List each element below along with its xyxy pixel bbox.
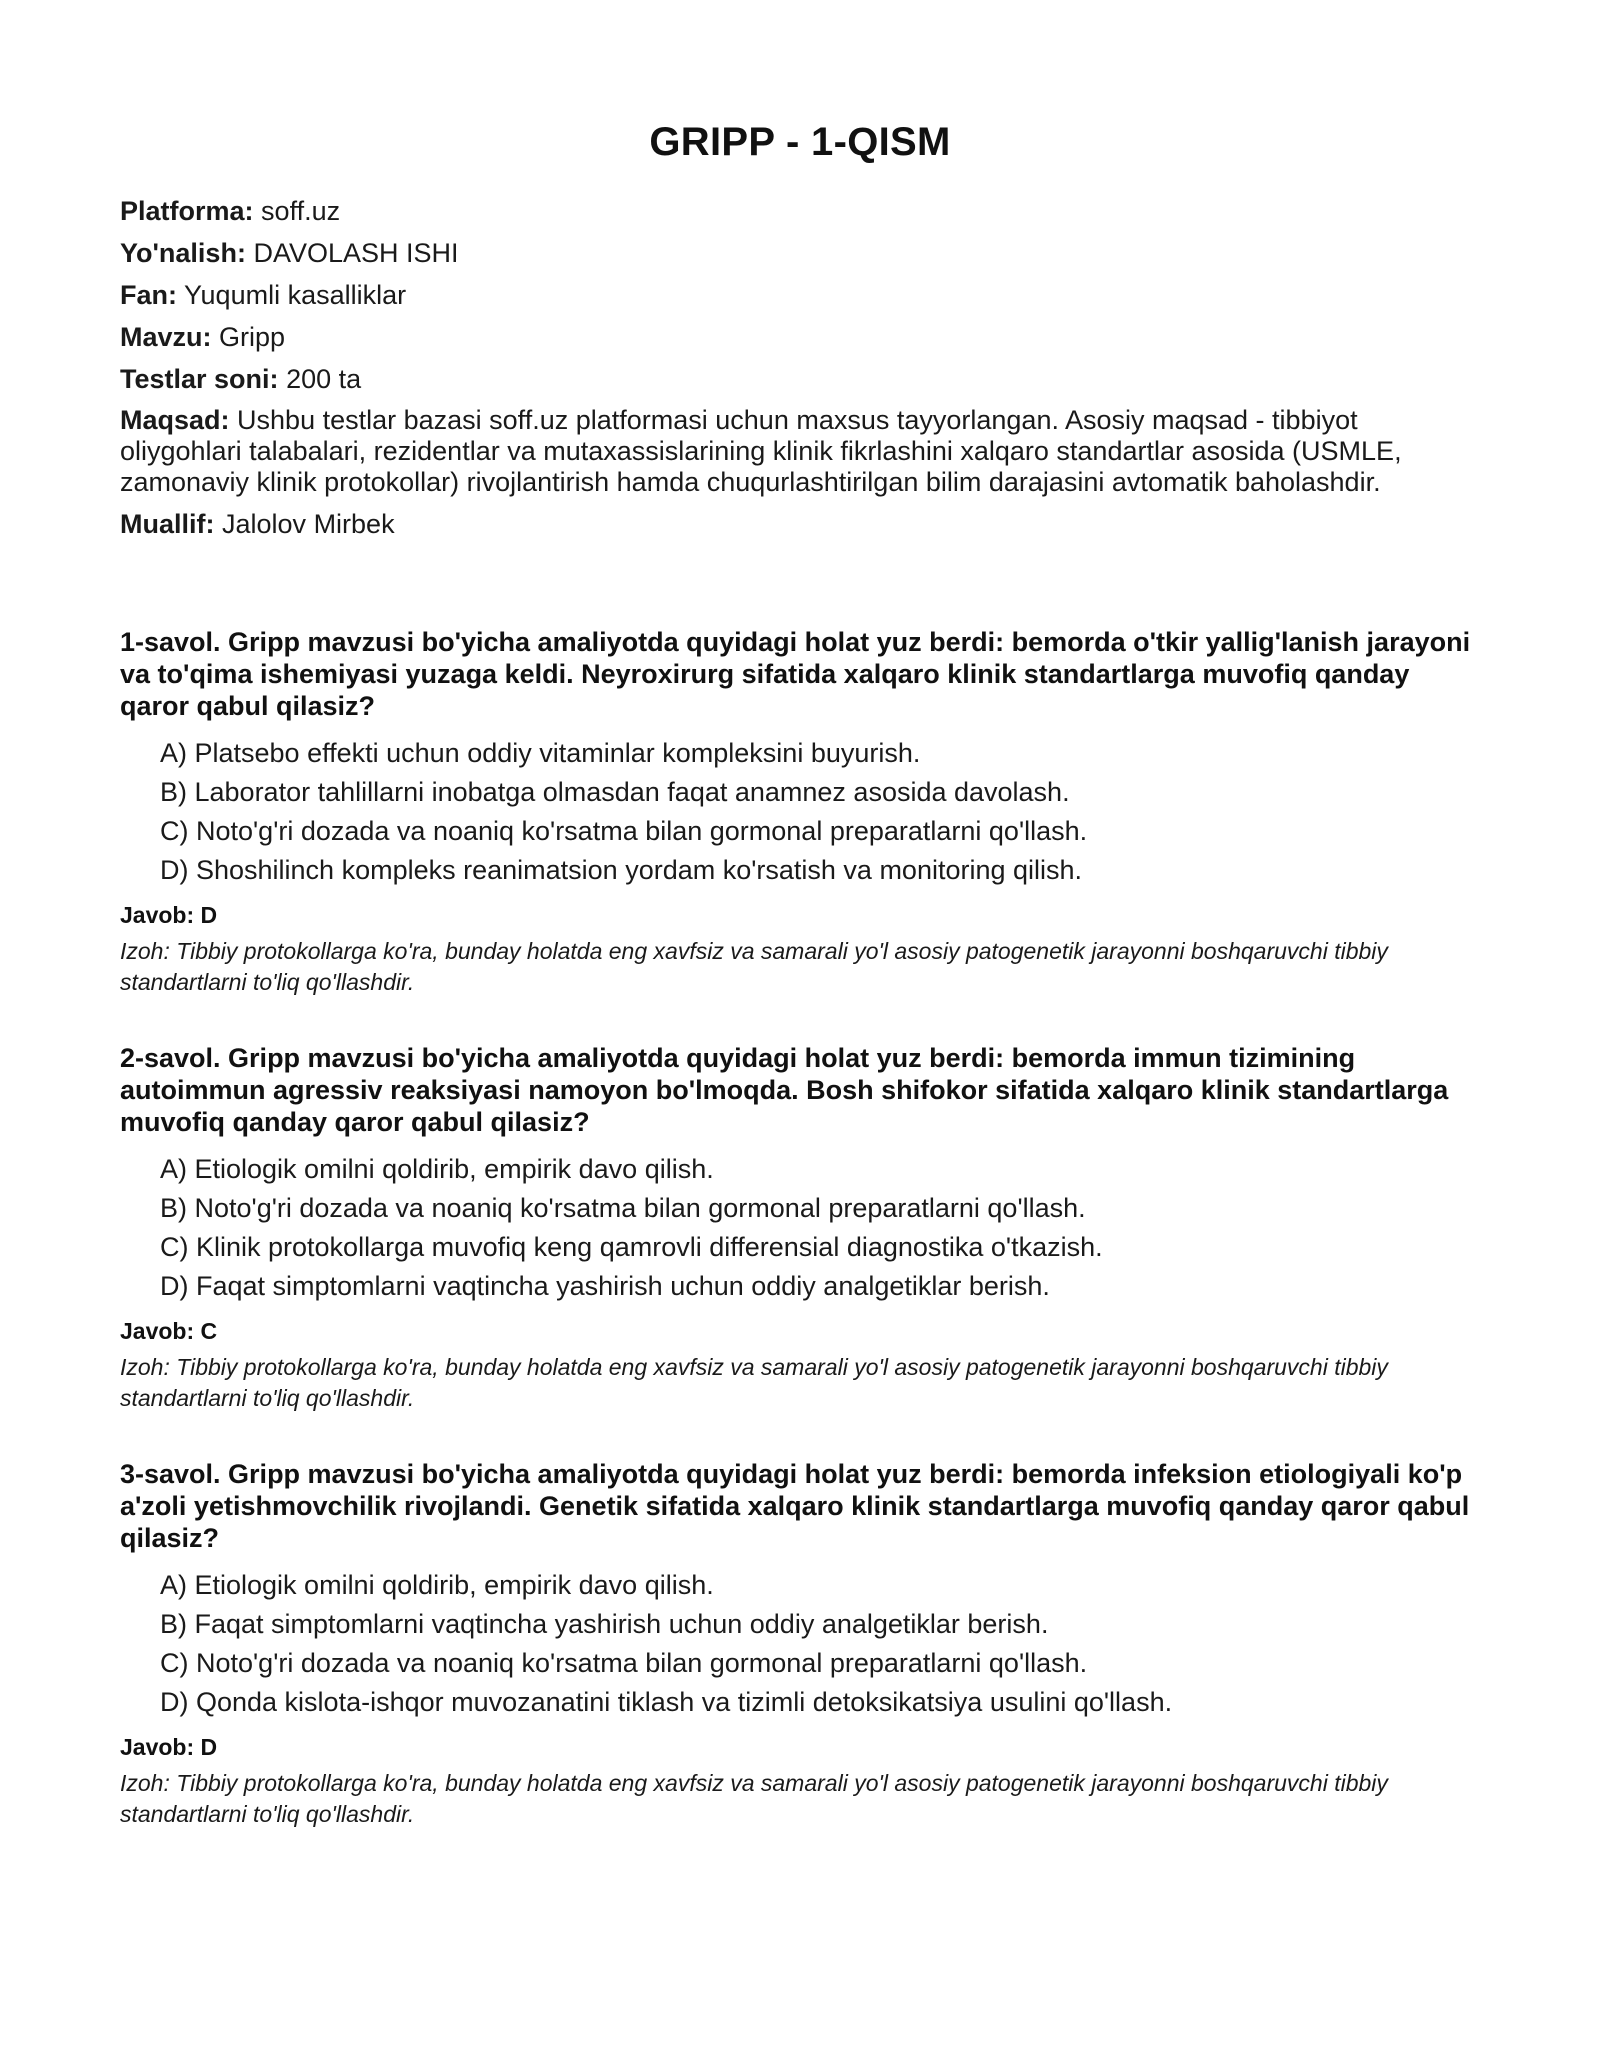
meta-value: 200 ta: [286, 364, 362, 394]
meta-label: Mavzu:: [120, 322, 212, 352]
meta-label: Yo'nalish:: [120, 238, 246, 268]
question-text: 3-savol. Gripp mavzusi bo'yicha amaliyotda quyidagi holat yuz berdi: bemorda infeksion etiologiyali ko'p a'zoli yetishmovchilik rivojlandi. Genetik sifatida xalqaro klinik standartlarga muvofiq qanday qaror qabul qilasiz?: [120, 1459, 1470, 1553]
option-b: B) Faqat simptomlarni vaqtincha yashirish uchun oddiy analgetiklar berish.: [160, 1609, 1049, 1639]
meta-value: Gripp: [219, 322, 286, 352]
option-c: C) Klinik protokollarga muvofiq keng qamrovli differensial diagnostika o'tkazish.: [160, 1232, 1103, 1262]
meta-value: DAVOLASH ISHI: [253, 238, 459, 268]
meta-test-count: [120, 363, 1480, 395]
option-c: C) Noto'g'ri dozada va noaniq ko'rsatma bilan gormonal preparatlarni qo'llash.: [160, 816, 1088, 846]
question-text: 1-savol. Gripp mavzusi bo'yicha amaliyotda quyidagi holat yuz berdi: bemorda o'tkir yallig'lanish jarayoni va to'qima ishemiyasi yuzaga keldi. Neyroxirurg sifatida xalqaro klinik standartlarga muvofiq qanday qaror qabul qilasiz?: [120, 627, 1471, 721]
question-text: 2-savol. Gripp mavzusi bo'yicha amaliyotda quyidagi holat yuz berdi: bemorda immun tizimining autoimmun agressiv reaksiyasi namoyon bo'lmoqda. Bosh shifokor sifatida xalqaro klinik standartlarga muvofiq qanday qaror qabul qilasiz?: [120, 1043, 1449, 1137]
option-list: [120, 734, 1480, 890]
explanation-note: Izoh: Tibbiy protokollarga ko'ra, bunday holatda eng xavfsiz va samarali yo'l asosiy patogenetik jarayonni boshqaruvchi tibbiy standartlarni to'liq qo'llashdir.: [120, 1354, 1388, 1411]
answer-label: Javob: C: [120, 1318, 218, 1344]
answer-label: Javob: D: [120, 902, 218, 928]
option-d: D) Shoshilinch kompleks reanimatsion yordam ko'rsatish va monitoring qilish.: [160, 855, 1083, 885]
meta-goal: [120, 405, 1480, 498]
option-b: B) Noto'g'ri dozada va noaniq ko'rsatma bilan gormonal preparatlarni qo'llash.: [160, 1193, 1086, 1223]
meta-label: Maqsad:: [120, 405, 230, 435]
question-item: [120, 1458, 1480, 1830]
meta-value: Jalolov Mirbek: [222, 509, 395, 539]
document-meta: [120, 195, 1480, 540]
option-a: A) Etiologik omilni qoldirib, empirik davo qilish.: [160, 1154, 714, 1184]
meta-topic: [120, 321, 1480, 353]
question-item: [120, 626, 1480, 998]
meta-value: soff.uz: [261, 196, 341, 226]
meta-value: Yuqumli kasalliklar: [184, 280, 407, 310]
option-list: [120, 1566, 1480, 1722]
option-d: D) Qonda kislota-ishqor muvozanatini tiklash va tizimli detoksikatsiya usulini qo'llash.: [160, 1687, 1173, 1717]
meta-label: Fan:: [120, 280, 177, 310]
option-list: [120, 1150, 1480, 1306]
explanation-note: Izoh: Tibbiy protokollarga ko'ra, bunday holatda eng xavfsiz va samarali yo'l asosiy patogenetik jarayonni boshqaruvchi tibbiy standartlarni to'liq qo'llashdir.: [120, 938, 1388, 995]
explanation-note: Izoh: Tibbiy protokollarga ko'ra, bunday holatda eng xavfsiz va samarali yo'l asosiy patogenetik jarayonni boshqaruvchi tibbiy standartlarni to'liq qo'llashdir.: [120, 1770, 1388, 1827]
meta-label: Platforma:: [120, 196, 254, 226]
answer-label: Javob: D: [120, 1734, 218, 1760]
meta-value: Ushbu testlar bazasi soff.uz platformasi uchun maxsus tayyorlangan. Asosiy maqsad - tibbiyot oliygohlari talabalari, rezidentlar va mutaxassislarining klinik fikrlashini xalqaro standartlar asosida (USMLE, zamonaviy klinik protokollar) rivojlantirish hamda chuqurlashtirilgan bilim darajasini avtomatik baholashdir.: [120, 405, 1402, 497]
option-c: C) Noto'g'ri dozada va noaniq ko'rsatma bilan gormonal preparatlarni qo'llash.: [160, 1648, 1088, 1678]
meta-direction: [120, 237, 1480, 269]
meta-label: Testlar soni:: [120, 364, 279, 394]
meta-author: [120, 508, 1480, 540]
option-b: B) Laborator tahlillarni inobatga olmasdan faqat anamnez asosida davolash.: [160, 777, 1070, 807]
page-title: GRIPP - 1-QISM: [649, 120, 951, 164]
option-a: A) Platsebo effekti uchun oddiy vitaminlar kompleksini buyurish.: [160, 738, 921, 768]
question-list: [120, 626, 1480, 1830]
meta-platform: [120, 195, 1480, 227]
meta-label: Muallif:: [120, 509, 215, 539]
option-a: A) Etiologik omilni qoldirib, empirik davo qilish.: [160, 1570, 714, 1600]
meta-subject: [120, 279, 1480, 311]
question-item: [120, 1042, 1480, 1414]
option-d: D) Faqat simptomlarni vaqtincha yashirish uchun oddiy analgetiklar berish.: [160, 1271, 1050, 1301]
